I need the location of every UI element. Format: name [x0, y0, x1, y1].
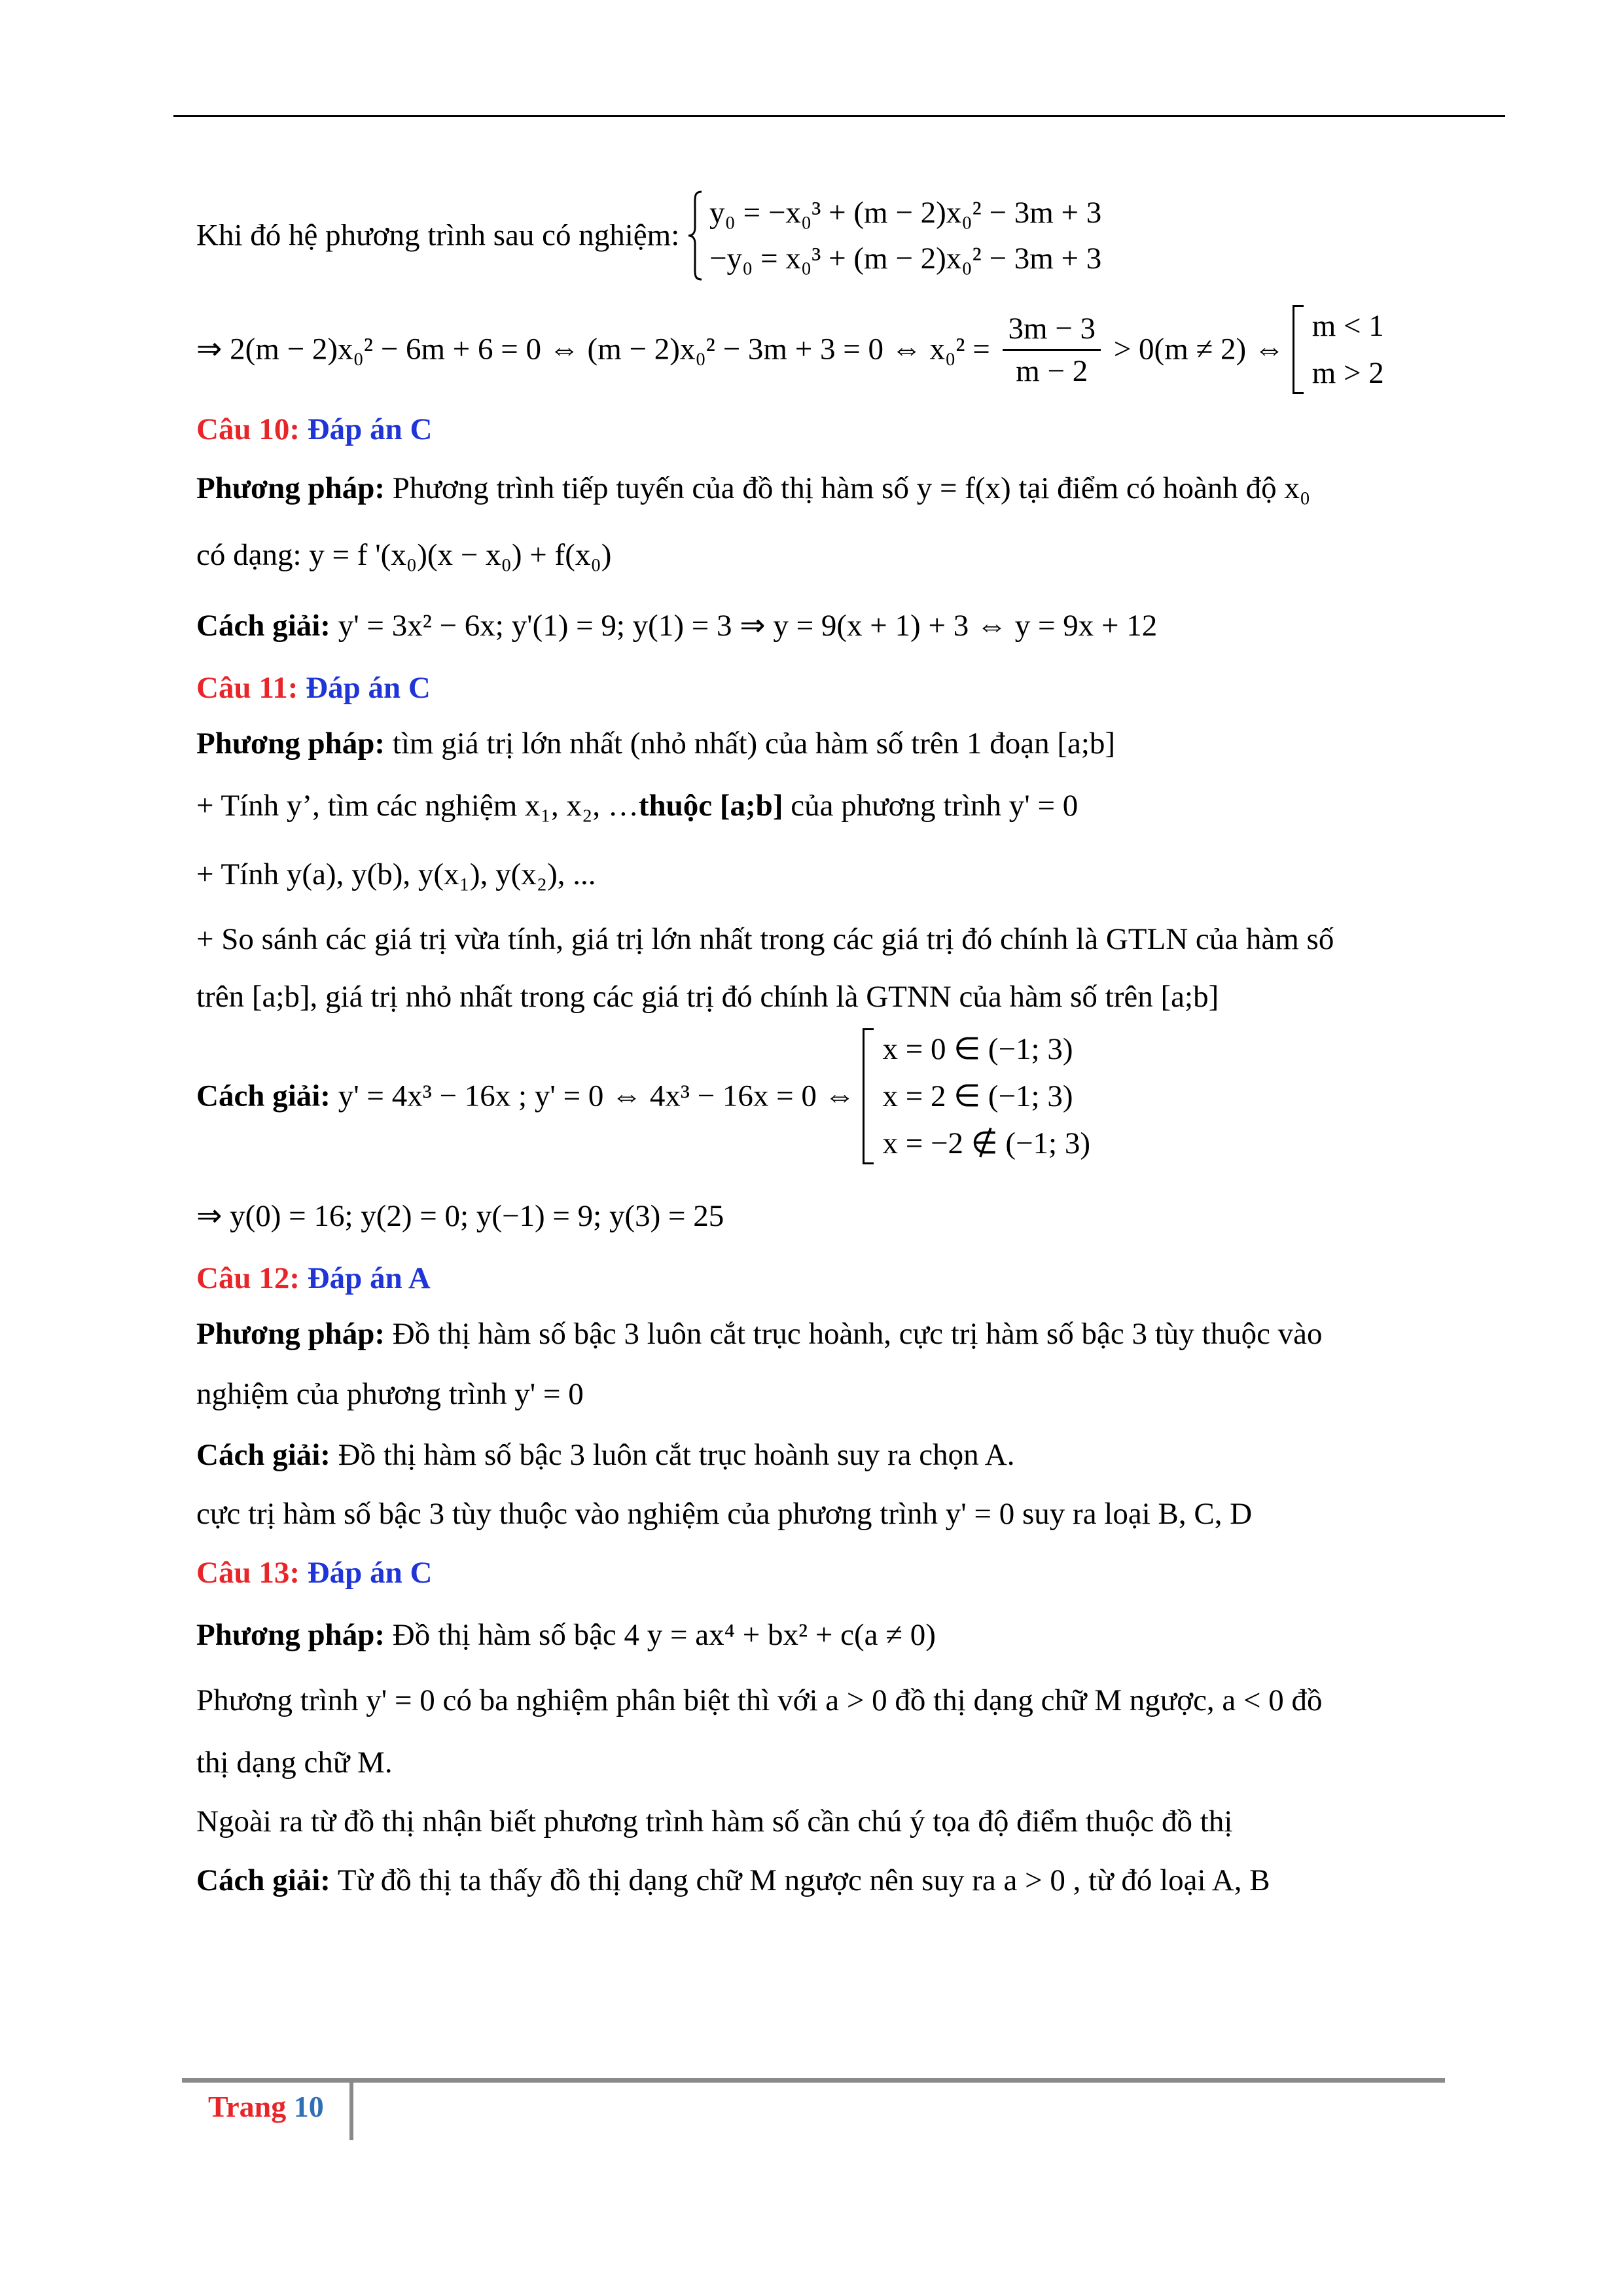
q13-text-1-cont: [196, 1733, 1427, 1792]
q13-text1: Phương trình y' = 0 có ba nghiệm phân biệt thì với a > 0 đồ thị dạng chữ M ngược, a < 0 đồ: [196, 1683, 1323, 1717]
page-label: Trang: [208, 2090, 287, 2123]
q11-step-2: [196, 838, 1427, 910]
system-line: [196, 190, 1427, 288]
q13-text2: Ngoài ra từ đồ thị nhận biết phương trình hàm số cần chú ý tọa độ điểm thuộc đồ thị: [196, 1804, 1233, 1839]
q11-case-3: x = −2 ∉ (−1; 3): [882, 1126, 1091, 1160]
footer-divider: [349, 2083, 353, 2140]
q13-answer: Đáp án C: [307, 1556, 433, 1590]
q11-case-1: x = 0 ∈ (−1; 3): [882, 1032, 1073, 1066]
q11-step2-text: + Tính y(a), y(b), y(x₁), y(x₂), ...: [196, 857, 596, 891]
derivation-line: [196, 302, 1427, 394]
system-intro: Khi đó hệ phương trình sau có nghiệm:: [196, 218, 680, 253]
q12-answer: Đáp án A: [307, 1261, 431, 1295]
q11-cases-bracket: [863, 1026, 1090, 1167]
q13-text-1: [196, 1668, 1427, 1733]
page-footer: [208, 2089, 324, 2124]
q10-solution-text: y' = 3x² − 6x; y'(1) = 9; y(1) = 3 ⇒ y = 9(x + 1) + 3 ⇔ y = 9x + 12: [338, 609, 1158, 643]
condition-row-1: m < 1: [1311, 309, 1384, 343]
q11-step3-cont-text: trên [a;b], giá trị nhỏ nhất trong các giá trị đó chính là GTNN của hàm số trên [a;b]: [196, 980, 1219, 1014]
q12-heading: [196, 1252, 1427, 1304]
q13-title: Câu 13:: [196, 1556, 300, 1590]
q13-solution-text: Từ đồ thị ta thấy đồ thị dạng chữ M ngược nên suy ra a > 0 , từ đó loại A, B: [337, 1863, 1270, 1897]
q13-text1-cont: thị dạng chữ M.: [196, 1746, 393, 1780]
q11-method: [196, 714, 1427, 773]
q11-result: [196, 1180, 1427, 1252]
q11-step1-c: của phương trình y' = 0: [783, 789, 1079, 823]
q11-heading: [196, 662, 1427, 714]
q10-method-cont-text: có dạng: y = f '(x₀)(x − x₀) + f(x₀): [196, 538, 612, 572]
footer-rule: [182, 2078, 1445, 2083]
q11-case-2: x = 2 ∈ (−1; 3): [882, 1079, 1073, 1113]
q11-title: Câu 11:: [196, 671, 298, 705]
q11-step3-text: + So sánh các giá trị vừa tính, giá trị lớn nhất trong các giá trị đó chính là GTLN của hàm số: [196, 922, 1334, 956]
q13-heading: [196, 1543, 1427, 1602]
q11-step-3-cont: [196, 968, 1427, 1026]
condition-row-2: m > 2: [1311, 356, 1384, 390]
square-bracket-icon: [1293, 305, 1304, 394]
q11-method-text: tìm giá trị lớn nhất (nhỏ nhất) của hàm số trên 1 đoạn [a;b]: [392, 726, 1116, 761]
solution-label: Cách giải:: [196, 1438, 330, 1472]
header-rule: [173, 115, 1505, 117]
method-label: Phương pháp:: [196, 1317, 385, 1351]
q13-method: [196, 1602, 1427, 1668]
q11-solution: [196, 1026, 1427, 1180]
q12-solution-text: Đồ thị hàm số bậc 3 luôn cắt trục hoành suy ra chọn A.: [338, 1438, 1015, 1472]
q11-solution-text: y' = 4x³ − 16x ; y' = 0 ⇔ 4x³ − 16x = 0 ⇔: [338, 1079, 855, 1113]
solution-label: Cách giải:: [196, 609, 330, 643]
q12-method: [196, 1304, 1427, 1363]
q12-solution-cont-text: cực trị hàm số bậc 3 tùy thuộc vào nghiệm của phương trình y' = 0 suy ra loại B, C, D: [196, 1497, 1253, 1531]
derivation-part-b: > 0(m ≠ 2) ⇔: [1113, 332, 1285, 367]
method-label: Phương pháp:: [196, 471, 385, 505]
fraction-numerator: 3m − 3: [1003, 308, 1101, 351]
q12-solution: [196, 1426, 1427, 1484]
q10-method: [196, 456, 1427, 521]
content-body: [196, 190, 1427, 1910]
solution-label: Cách giải:: [196, 1863, 330, 1897]
q13-solution: [196, 1851, 1427, 1910]
system-row-2: −y₀ = x₀³ + (m − 2)x₀² − 3m + 3: [709, 242, 1102, 276]
fraction-x0-squared: [1003, 308, 1101, 391]
system-row-1: y₀ = −x₀³ + (m − 2)x₀² − 3m + 3: [709, 196, 1102, 230]
left-brace-icon: [687, 190, 704, 281]
derivation-part-a: ⇒ 2(m − 2)x₀² − 6m + 6 = 0 ⇔ (m − 2)x₀² − 3m + 3 = 0 ⇔ x₀² =: [196, 332, 990, 367]
q12-method-cont-text: nghiệm của phương trình y' = 0: [196, 1377, 584, 1411]
square-bracket-icon: [863, 1028, 874, 1164]
q11-answer: Đáp án C: [306, 671, 431, 705]
q10-heading: [196, 403, 1427, 456]
q11-result-text: ⇒ y(0) = 16; y(2) = 0; y(−1) = 9; y(3) = 25: [196, 1199, 724, 1233]
condition-bracket: [1293, 302, 1384, 397]
q11-step-1: [196, 773, 1427, 838]
q10-answer: Đáp án C: [307, 412, 433, 446]
q10-title: Câu 10:: [196, 412, 300, 446]
q11-step1-a: + Tính y’, tìm các nghiệm x₁, x₂, …: [196, 789, 639, 823]
q10-method-text: Phương trình tiếp tuyến của đồ thị hàm số y = f(x) tại điểm có hoành độ x₀: [392, 471, 1311, 505]
q13-text-2: [196, 1792, 1427, 1851]
fraction-denominator: m − 2: [1016, 353, 1088, 388]
q12-title: Câu 12:: [196, 1261, 300, 1295]
q12-method-text: Đồ thị hàm số bậc 3 luôn cắt trục hoành, cực trị hàm số bậc 3 tùy thuộc vào: [392, 1317, 1323, 1351]
method-label: Phương pháp:: [196, 726, 385, 761]
method-label: Phương pháp:: [196, 1618, 385, 1652]
q11-step-3: [196, 910, 1427, 968]
q10-solution: [196, 590, 1427, 662]
page-number: 10: [293, 2090, 324, 2123]
q10-method-cont: [196, 521, 1427, 590]
q11-step1-b: thuộc [a;b]: [638, 789, 783, 823]
solution-label: Cách giải:: [196, 1079, 330, 1113]
q13-method-text: Đồ thị hàm số bậc 4 y = ax⁴ + bx² + c(a ≠ 0): [392, 1618, 936, 1652]
q12-method-cont: [196, 1363, 1427, 1426]
q12-solution-cont: [196, 1484, 1427, 1543]
equation-system: [687, 190, 1101, 281]
